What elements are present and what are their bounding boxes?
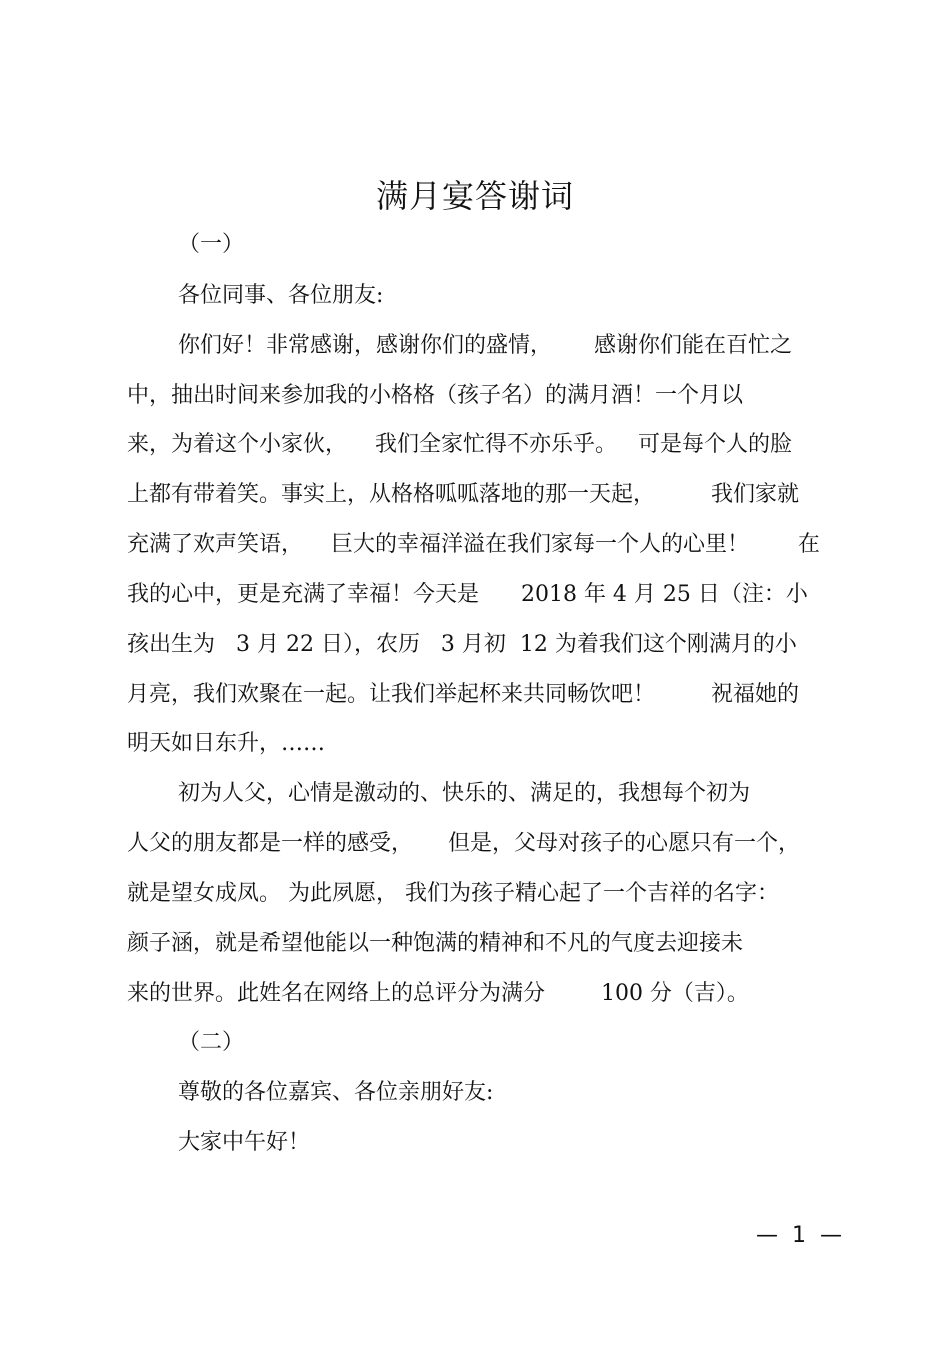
paragraph-line: 来的世界。此姓名在网络上的总评分为满分 100 分（吉）。: [127, 981, 749, 1006]
paragraph-line: 明天如日东升，……: [127, 731, 326, 756]
paragraph-line: 月亮，我们欢聚在一起。让我们举起杯来共同畅饮吧！ 祝福她的: [127, 682, 799, 707]
page-number: — 1 —: [756, 1223, 842, 1248]
section-heading-2: （二）: [178, 1030, 245, 1055]
paragraph-line: 初为人父，心情是激动的、快乐的、满足的，我想每个初为: [178, 781, 751, 806]
paragraph-line: 颜子涵，就是希望他能以一种饱满的精神和不凡的气度去迎接未: [127, 931, 744, 956]
paragraph-line: 充满了欢声笑语， 巨大的幸福洋溢在我们家每一个人的心里！ 在: [127, 532, 820, 557]
paragraph-line: 就是望女成凤。 为此夙愿， 我们为孩子精心起了一个吉祥的名字：: [127, 881, 779, 906]
paragraph-line: 上都有带着笑。事实上，从格格呱呱落地的那一天起， 我们家就: [127, 482, 799, 507]
salutation: 各位同事、各位朋友:: [178, 283, 384, 308]
paragraph-line: 来，为着这个小家伙， 我们全家忙得不亦乐乎。 可是每个人的脸: [127, 432, 792, 457]
paragraph-line: 中，抽出时间来参加我的小格格（孩子名）的满月酒！一个月以: [127, 383, 744, 408]
paragraph-line: 我的心中，更是充满了幸福！今天是 2018 年 4 月 25 日（注：小: [127, 582, 808, 607]
paragraph-line: 孩出生为 3 月 22 日），农历 3 月初 12 为着我们这个刚满月的小: [127, 632, 797, 657]
paragraph-line: 你们好！非常感谢，感谢你们的盛情， 感谢你们能在百忙之: [178, 333, 792, 358]
salutation-2: 尊敬的各位嘉宾、各位亲朋好友:: [178, 1080, 494, 1105]
section-heading-1: （一）: [178, 232, 245, 257]
document-title: 满月宴答谢词: [375, 177, 574, 215]
paragraph-line: 人父的朋友都是一样的感受， 但是，父母对孩子的心愿只有一个，: [127, 831, 800, 856]
greeting-line: 大家中午好！: [178, 1130, 311, 1155]
